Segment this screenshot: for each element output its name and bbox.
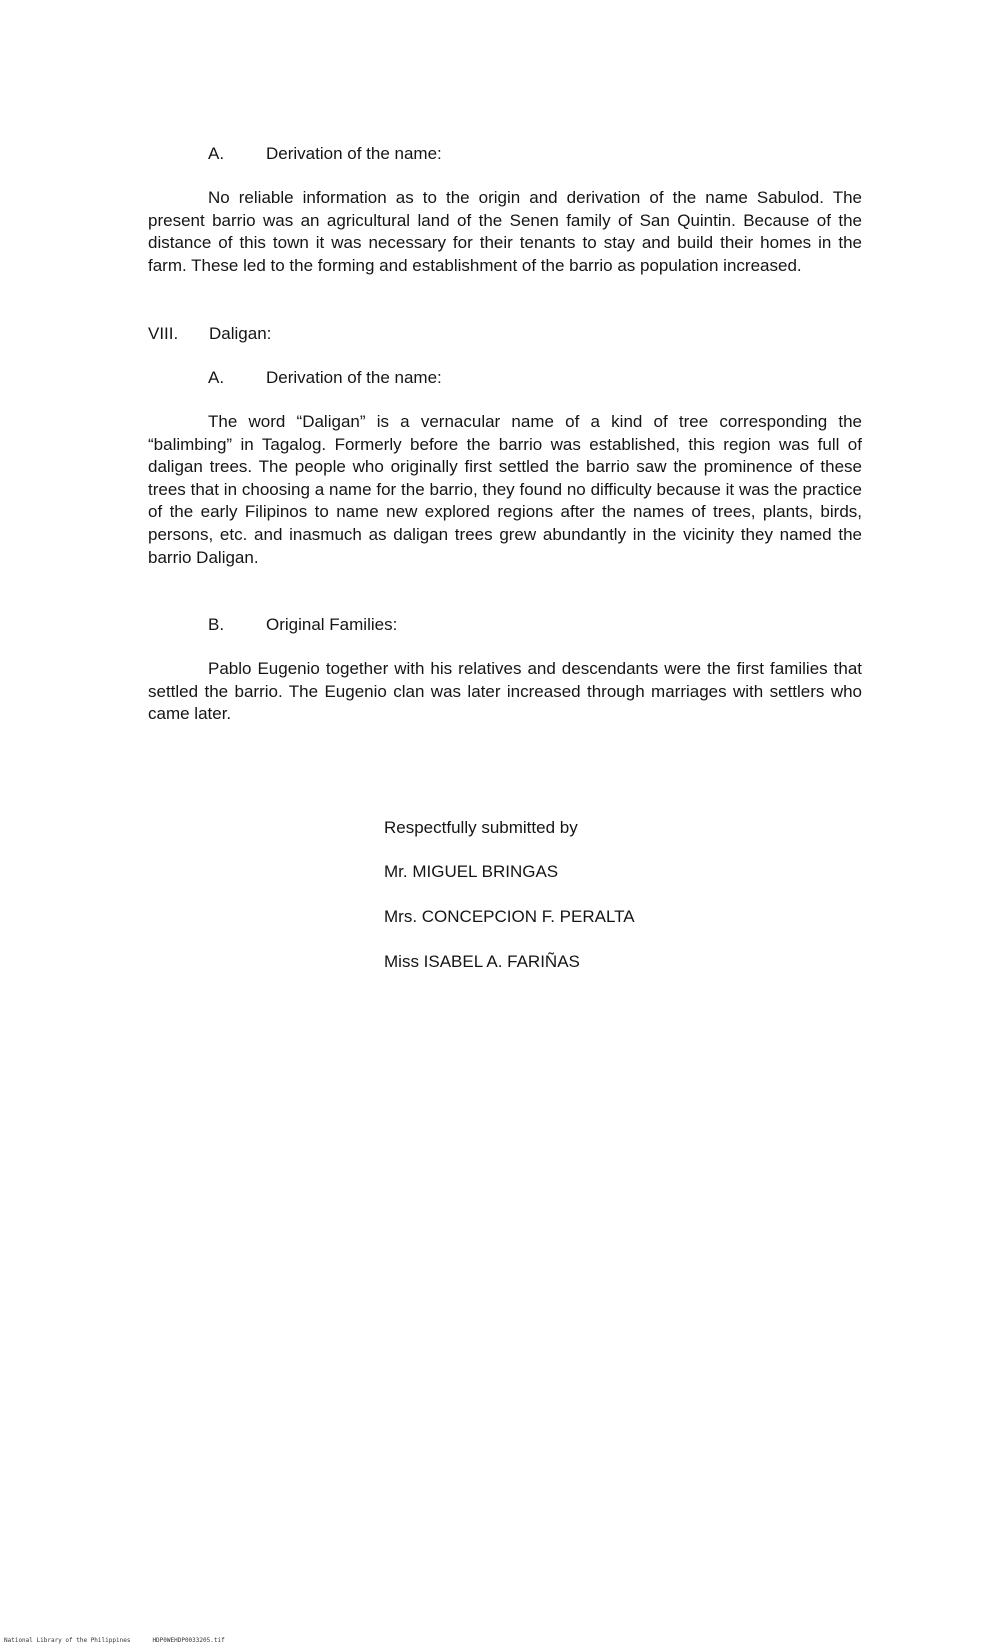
section-letter: A. <box>208 144 225 163</box>
section-title: Derivation of the name: <box>266 144 442 163</box>
section-numeral: VIII. <box>148 324 179 343</box>
scan-footer <box>4 1637 225 1645</box>
paragraph-original-families: Pablo Eugenio together with his relatives and descendants were the first families that settled the barrio. The Eugenio clan was later increased through marriages with settlers who came later. <box>148 659 862 724</box>
section-a-derivation-heading <box>208 143 442 165</box>
section-letter: B. <box>208 615 225 634</box>
signatory-name: Mr. MIGUEL BRINGAS <box>384 862 559 881</box>
signatory-name: Mrs. CONCEPCION F. PERALTA <box>384 907 635 926</box>
signatory-name: Miss ISABEL A. FARIÑAS <box>384 952 580 971</box>
section-viii-heading <box>148 323 271 345</box>
paragraph-sabulod-derivation: No reliable information as to the origin and derivation of the name Sabulod. The present barrio was an agricultural land of the Senen family of San Quintin. Because of the distance of this town it was necessary for their tenants to stay and build their homes in the farm. These led to the forming and establishment of the barrio as population increased. <box>148 188 862 275</box>
section-title: Original Families: <box>266 615 398 634</box>
paragraph-daligan-derivation: The word “Daligan” is a vernacular name of a kind of tree corresponding the “balimbing” in Tagalog. Formerly before the barrio was established, this region was full of daligan trees. The people who originally first settled the barrio saw the prominence of these trees that in choosing a name for the barrio, they found no difficulty because it was the practice of the early Filipinos to name new explored regions after the names of trees, plants, birds, persons, etc. and inasmuch as daligan trees grew abundantly in the vicinity they named the barrio Daligan. <box>148 412 862 567</box>
section-title: Derivation of the name: <box>266 368 442 387</box>
signature-intro: Respectfully submitted by <box>384 818 578 837</box>
footer-file: HDP0WEHDP0033205.tif <box>152 1637 225 1644</box>
section-letter: A. <box>208 368 225 387</box>
section-title: Daligan: <box>209 324 272 343</box>
section-a-daligan-heading <box>208 367 442 389</box>
section-b-families-heading <box>208 614 397 636</box>
footer-library: National Library of the Philippines <box>4 1637 131 1644</box>
